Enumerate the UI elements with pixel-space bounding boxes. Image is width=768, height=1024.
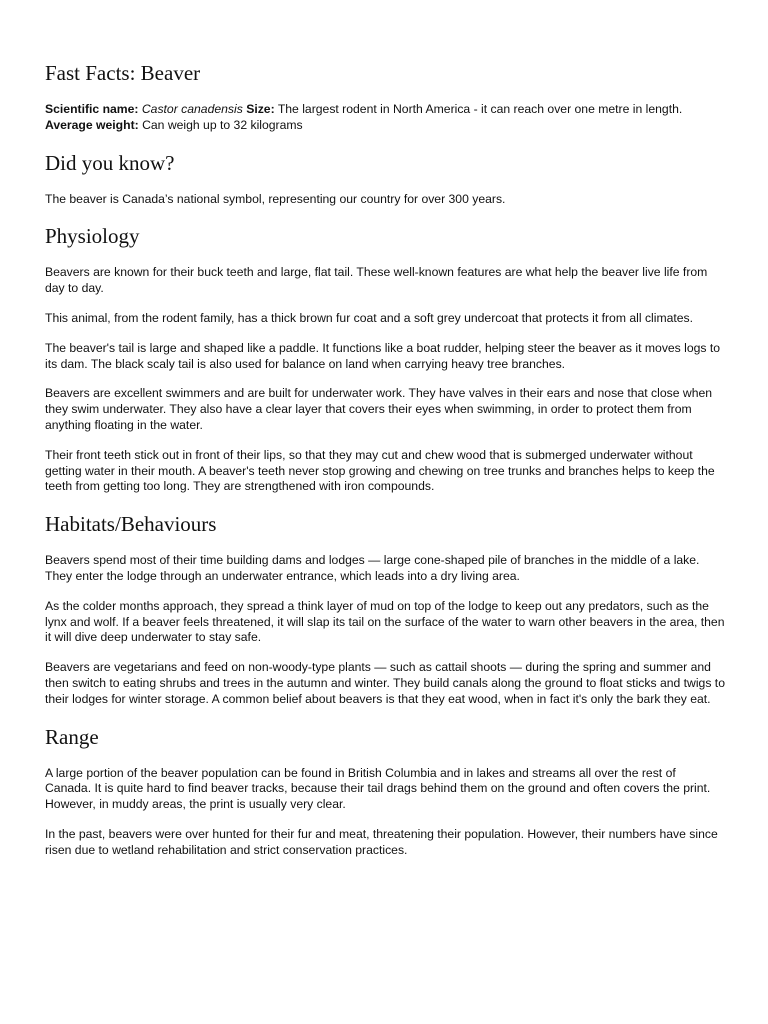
paragraph: This animal, from the rodent family, has a thick brown fur coat and a soft grey undercoat that protects it from all climates. <box>45 310 694 325</box>
paragraph: Beavers are vegetarians and feed on non-woody-type plants — such as cattail shoots — during the spring and summer and then switch to eating shrubs and trees in the autumn and winter. They build canals along the ground to float sticks and twigs to their lodges for winter storage. A common belief about beavers is that they eat wood, when in fact it's only the bark they eat. <box>45 660 725 706</box>
paragraph: Beavers are excellent swimmers and are built for underwater work. They have valves in their ears and nose that close when they swim underwater. They also have a clear layer that covers their eyes when swimming, in order to protect them from anything floating in the water. <box>45 386 713 432</box>
weight-label: Average weight: <box>45 117 139 132</box>
scientific-name-label: Scientific name: <box>45 102 139 116</box>
size-value: The largest rodent in North America - it can reach over one metre in length. <box>277 102 683 116</box>
paragraph: Beavers spend most of their time building dams and lodges — large cone-shaped pile of branches in the middle of a lake. They enter the lodge through an underwater entrance, which leads into a dry living area. <box>45 553 700 583</box>
paragraph: As the colder months approach, they spread a think layer of mud on top of the lodge to keep out any predators, such as the lynx and wolf. If a beaver feels threatened, it will slap its tail on the surface of the water to warn other beavers in the area, then it will dive deep underwater to stay safe. <box>45 598 725 645</box>
scientific-name-value: Castor canadensis <box>141 102 243 116</box>
paragraph: Their front teeth stick out in front of their lips, so that they may cut and chew wood that is submerged underwater without getting water in their mouth. A beaver's teeth never stop growing and chewing on tree trunks and branches helps to keep the teeth from getting too long. They are strengthened with iron compounds. <box>45 447 715 494</box>
paragraph: The beaver's tail is large and shaped like a paddle. It functions like a boat rudder, helping steer the beaver as it moves logs to its dam. The black scaly tail is also used for balance on land when carrying heavy tree branches. <box>45 340 721 371</box>
paragraph: In the past, beavers were over hunted for their fur and meat, threatening their population. However, their numbers have since risen due to wetland rehabilitation and strict conservation practices. <box>45 826 718 857</box>
page-title: Fast Facts: Beaver <box>45 61 201 85</box>
section-heading-did-you-know: Did you know? <box>45 150 175 175</box>
paragraph: The beaver is Canada’s national symbol, representing our country for over 300 years. <box>45 191 506 206</box>
document-page <box>45 58 725 873</box>
section-heading-physiology: Physiology <box>45 224 140 249</box>
section-heading-habitats: Habitats/Behaviours <box>45 512 217 537</box>
paragraph: A large portion of the beaver population can be found in British Columbia and in lakes and streams all over the rest of Canada. It is quite hard to find beaver tracks, because their tail drags behind them on the ground and often covers the print. However, in muddy areas, the print is usually very clear. <box>45 765 711 812</box>
section-heading-range: Range <box>45 724 99 749</box>
size-label: Size: <box>246 102 275 116</box>
facts-line-1 <box>45 102 725 118</box>
facts-line-2 <box>45 118 725 134</box>
paragraph: Beavers are known for their buck teeth and large, flat tail. These well-known features are what help the beaver live life from day to day. <box>45 265 708 296</box>
weight-value: Can weigh up to 32 kilograms <box>142 117 303 132</box>
